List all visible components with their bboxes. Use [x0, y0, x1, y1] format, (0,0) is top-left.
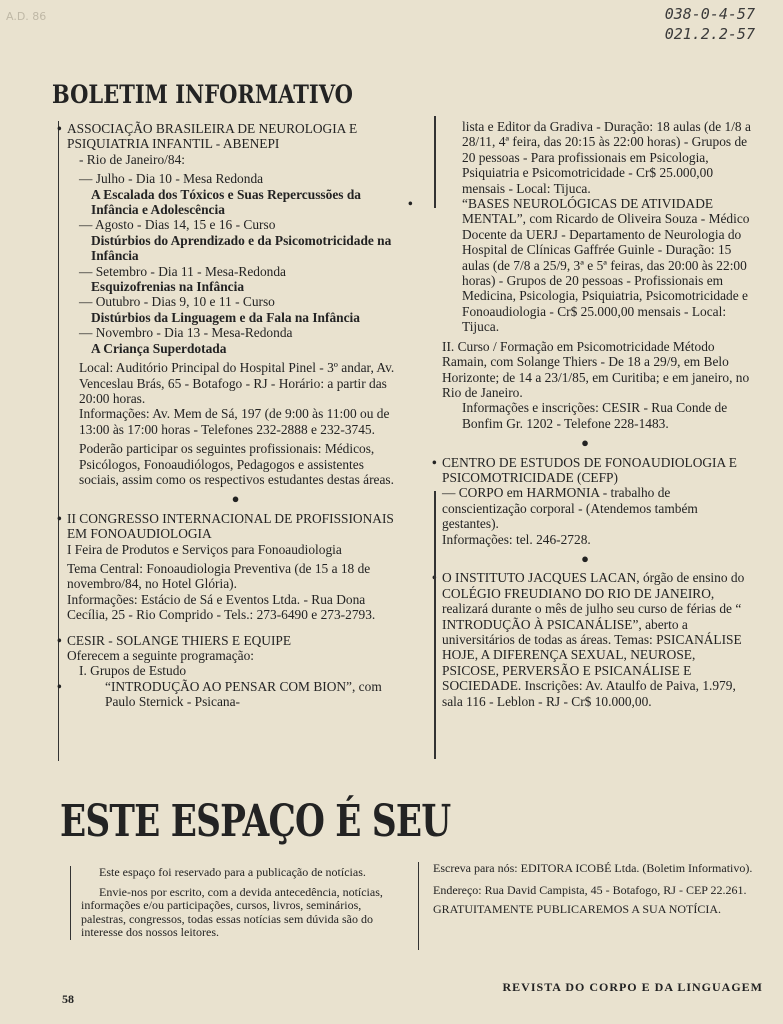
- handwritten-line-2: 021.2.2-57: [664, 25, 755, 43]
- cesir-group: I. Grupos de Estudo: [79, 663, 187, 679]
- cesir-heading: • CESIR - SOLANGE THIERS E EQUIPE: [67, 632, 292, 648]
- corner-mark: A.D. 86: [6, 10, 47, 23]
- contact-address: Endereço: Rua David Campista, 45 - Botafogo, RJ - CEP 22.261.: [433, 882, 747, 897]
- handwritten-line-1: 038-0-4-57: [664, 5, 755, 23]
- abenepi-heading: • ASSOCIAÇÃO BRASILEIRA DE NEUROLOGIA E PSIQUIATRIA INFANTIL - ABENEPI: [67, 121, 358, 152]
- abenepi-local: Local: Auditório Principal do Hospital Pinel - 3º andar, Av. Venceslau Brás, 65 - Botafogo - RJ - Horário: a partir das 20:00 horas.: [79, 360, 395, 406]
- right-column: [418, 119, 752, 759]
- cesir-item: • “INTRODUÇÃO AO PENSAR COM BION”, com Paulo Sternick - Psicana-: [67, 679, 404, 710]
- congresso-section: [67, 511, 404, 623]
- left-column: [58, 121, 404, 761]
- contact-free: GRATUITAMENTE PUBLICAREMOS A SUA NOTÍCIA.: [433, 902, 722, 916]
- event-date: — Julho - Dia 10 - Mesa Redonda: [79, 171, 264, 187]
- separator-dot: ●: [581, 435, 589, 451]
- footer-journal-name: REVISTA DO CORPO E DA LINGUAGEM: [502, 980, 763, 994]
- abenepi-participants: Poderão participar os seguintes profissionais: Médicos, Psicólogos, Fonoaudiólogos, Pedagogos e assistentes sociais, assim como os respectivos estudantes destas áreas.: [79, 441, 394, 487]
- separator-dot: ●: [231, 491, 240, 507]
- abenepi-location: - Rio de Janeiro/84:: [79, 151, 185, 167]
- lacan-section: • O INSTITUTO JACQUES LACAN, órgão de ensino do COLÉGIO FREUDIANO DO RIO DE JANEIRO, realizará durante o mês de julho seu curso de férias de “ INTRODUÇÃO À PSICANÁLISE”, aberto a universitários de todas as áreas. Temas: PSICANÁLISE HOJE, A DIFERENÇA SEXUAL, NEUROSE, PSICOSE, PERVERSÃO E PSICANÁLISE E SOCIEDADE. Inscrições: Av. Ataulfo de Paiva, 1.979, sala 116 - Leblon - RJ - Cr$ 10.000,00.: [442, 570, 752, 709]
- cefp-info: Informações: tel. 246-2728.: [442, 531, 591, 547]
- cesir-section: [67, 633, 404, 710]
- event-topic: Distúrbios do Aprendizado e da Psicomotricidade na Infância: [91, 232, 392, 264]
- cesir-course-2-info: Informações e inscrições: CESIR - Rua Conde de Bonfim Gr. 1202 - Telefone 228-1483.: [462, 400, 728, 431]
- cefp-heading: • CENTRO DE ESTUDOS DE FONOAUDIOLOGIA E PSICOMOTRICIDADE (CEFP): [442, 454, 737, 485]
- section-title: ESTE ESPAÇO É SEU: [60, 796, 451, 847]
- event-topic: Esquizofrenias na Infância: [91, 279, 245, 295]
- congresso-info: Informações: Estácio de Sá e Eventos Ltda. - Rua Dona Cecília, 25 - Rio Comprido - Tels.: 273-6490 e 273-2793.: [67, 591, 376, 623]
- cesir-item-continued: lista e Editor da Gradiva - Duração: 18 aulas (de 1/8 a 28/11, 4ª feira, das 20:15 às 22:00 horas) - Grupos de 20 pessoas - Para profissionais em Psicologia, Psiquiatria e Psicomotricidade - Cr$ 25.000,00 mensais - Local: Tijuca.: [462, 119, 751, 196]
- page-title: BOLETIM INFORMATIVO: [52, 80, 353, 109]
- congresso-sub: I Feira de Produtos e Serviços para Fonoaudiologia: [67, 541, 342, 557]
- event-topic: Distúrbios da Linguagem e da Fala na Infância: [91, 309, 360, 325]
- notice-paragraph: Este espaço foi reservado para a publicação de notícias.: [99, 865, 366, 879]
- cesir-course-2: II. Curso / Formação em Psicomotricidade Método Ramain, com Solange Thiers - De 18 a 29/9, em Belo Horizonte; de 14 a 23/1/85, em Curitiba; e em janeiro, no Rio de Janeiro.: [442, 338, 750, 400]
- event-topic: A Criança Superdotada: [91, 340, 227, 356]
- congresso-heading: • II CONGRESSO INTERNACIONAL DE PROFISSIONAIS EM FONOAUDIOLOGIA: [67, 510, 394, 542]
- event-date: — Setembro - Dia 11 - Mesa-Redonda: [79, 263, 287, 279]
- cefp-body: — CORPO em HARMONIA - trabalho de conscientização corporal - (Atendemos também gestantes).: [442, 485, 698, 532]
- notice-paragraph: Envie-nos por escrito, com a devida antecedência, notícias, informações e/ou participações, cursos, livros, seminários, palestras, congressos, todas essas notícias sem dúvida são do interesse dos nossos leitores.: [81, 884, 383, 939]
- event-topic: A Escalada dos Tóxicos e Suas Repercussões da Infância e Adolescência: [91, 186, 361, 218]
- bottom-left-notice: [70, 866, 409, 940]
- column-divider-bottom: [434, 491, 436, 759]
- event-date: — Novembro - Dia 13 - Mesa-Redonda: [79, 325, 293, 341]
- contact-write: Escreva para nós: EDITORA ICOBÉ Ltda. (Boletim Informativo).: [433, 861, 753, 875]
- bottom-right-contact: [418, 862, 769, 950]
- event-date: — Agosto - Dias 14, 15 e 16 - Curso: [79, 217, 276, 233]
- abenepi-section: [67, 121, 404, 487]
- congresso-theme: Tema Central: Fonoaudiologia Preventiva (de 15 a 18 de novembro/84, no Hotel Glória).: [67, 560, 371, 592]
- separator-dot: ●: [581, 550, 589, 566]
- event-date: — Outubro - Dias 9, 10 e 11 - Curso: [79, 294, 275, 310]
- handwritten-note: [665, 4, 755, 44]
- cesir-offer: Oferecem a seguinte programação:: [67, 648, 254, 663]
- abenepi-info: Informações: Av. Mem de Sá, 197 (de 9:00 às 11:00 ou de 13:00 às 17:00 horas - Telefones 232-2888 e 232-3745.: [79, 406, 390, 437]
- cefp-section: [442, 455, 752, 547]
- page-number: 58: [62, 992, 74, 1006]
- abenepi-events: [67, 171, 404, 356]
- cesir-item-2: • “BASES NEUROLÓGICAS DE ATIVIDADE MENTAL”, com Ricardo de Oliveira Souza - Médico Docente da UERJ - Departamento de Neurologia do Hospital de Clínicas Gaffrée Guinle - Duração: 15 aulas (de 7/8 a 25/9, 3ª e 5ª feiras, das 20:00 às 22:00 horas) - Grupos de 20 pessoas - Profissionais em Medicina, Psicologia, Psiquiatria, Psicomotricidade e Fonoaudiologia - Cr$ 25.000,00 mensais - Local: Tijuca.: [418, 196, 752, 335]
